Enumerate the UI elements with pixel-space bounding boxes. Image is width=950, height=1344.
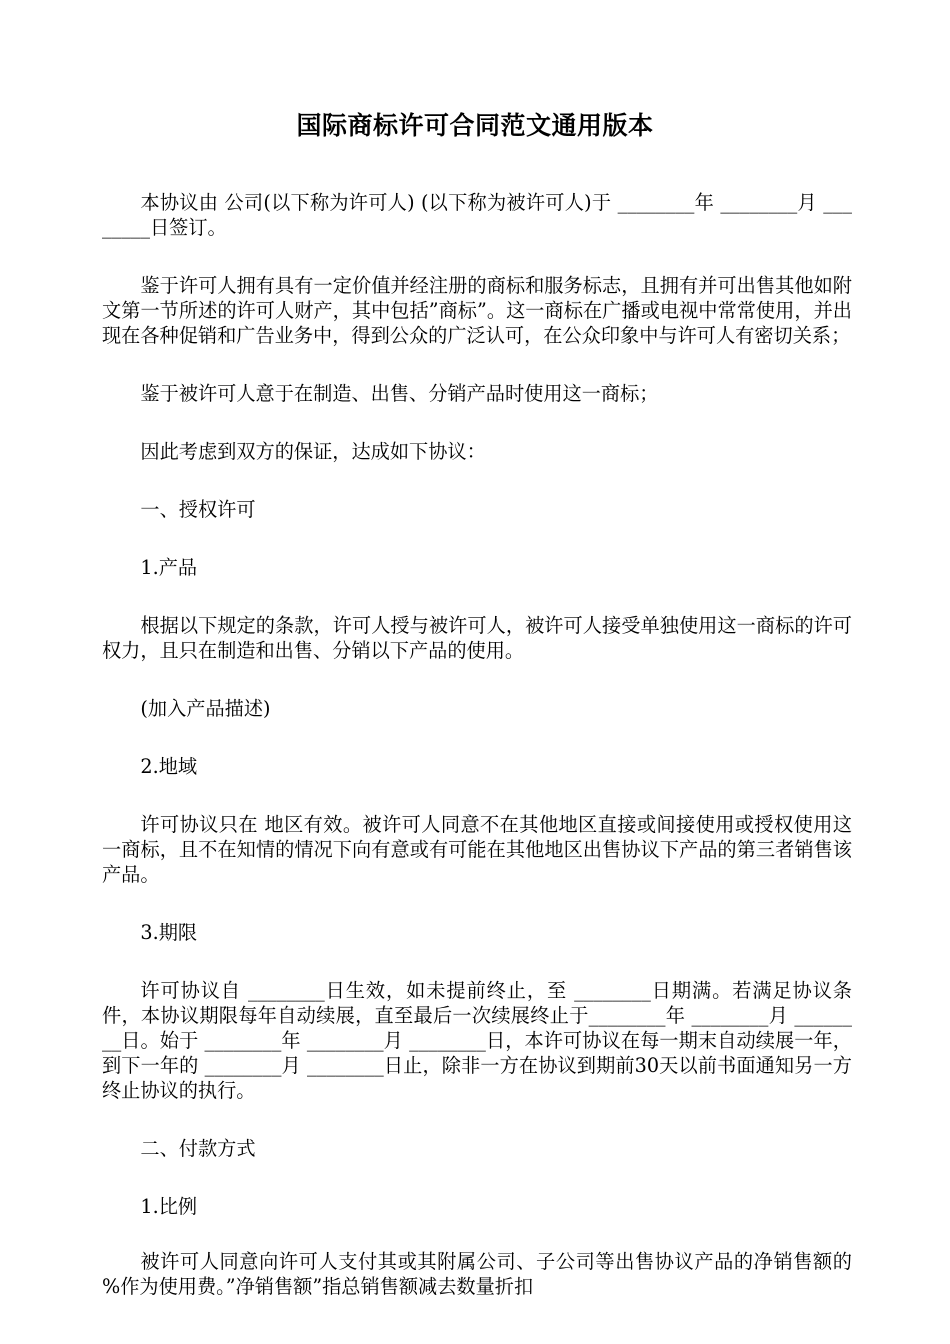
document-body — [102, 190, 852, 1332]
paragraph-territory: 许可协议只在 地区有效。被许可人同意不在其他地区直接或间接使用或授权使用这一商标，且不在知情的情况下向有意或有可能在其他地区出售协议下产品的第三者销售该产品。 — [102, 813, 852, 886]
paragraph-rate: 被许可人同意向许可人支付其或其附属公司、子公司等出售协议产品的净销售额的 %作为使用费。”净销售额”指总销售额减去数量折扣 — [102, 1250, 852, 1298]
paragraph-product-description: (加入产品描述) — [140, 697, 271, 720]
subheading-products: 1.产品 — [140, 556, 198, 579]
paragraph-therefore: 因此考虑到双方的保证，达成如下协议： — [140, 440, 486, 463]
subheading-territory: 2.地域 — [140, 755, 198, 778]
section-heading-license-grant: 一、授权许可 — [140, 498, 256, 521]
paragraph-agreement-parties: 本协议由 公司(以下称为许可人) (以下称为被许可人)于 ________年 ________月 ________日签订。 — [102, 191, 852, 239]
document-title: 国际商标许可合同范文通用版本 — [296, 111, 654, 140]
subheading-term: 3.期限 — [140, 921, 198, 944]
paragraph-term: 许可协议自 ________日生效，如未提前终止，至 ________日期满。若满足协议条件，本协议期限每年自动续展，直至最后一次续展终止于________年 ________月 ________日。始于 ________年 ________月 ________日，本许可协议在每一期末自动续展一年，到下一年的 ________月 ________日止，除非一方在协议到期前30天以前书面通知另一方终止协议的执行。 — [102, 979, 852, 1102]
paragraph-whereas-licensor: 鉴于许可人拥有具有一定价值并经注册的商标和服务标志，且拥有并可出售其他如附文第一节所述的许可人财产，其中包括”商标”。这一商标在广播或电视中常常使用，并出现在各种促销和广告业务中，得到公众的广泛认可，在公众印象中与许可人有密切关系； — [102, 274, 852, 347]
paragraph-products: 根据以下规定的条款，许可人授与被许可人，被许可人接受单独使用这一商标的许可权力，且只在制造和出售、分销以下产品的使用。 — [102, 614, 852, 662]
section-heading-payment: 二、付款方式 — [140, 1137, 256, 1160]
subheading-rate: 1.比例 — [140, 1195, 198, 1218]
paragraph-whereas-licensee: 鉴于被许可人意于在制造、出售、分销产品时使用这一商标； — [140, 382, 659, 405]
